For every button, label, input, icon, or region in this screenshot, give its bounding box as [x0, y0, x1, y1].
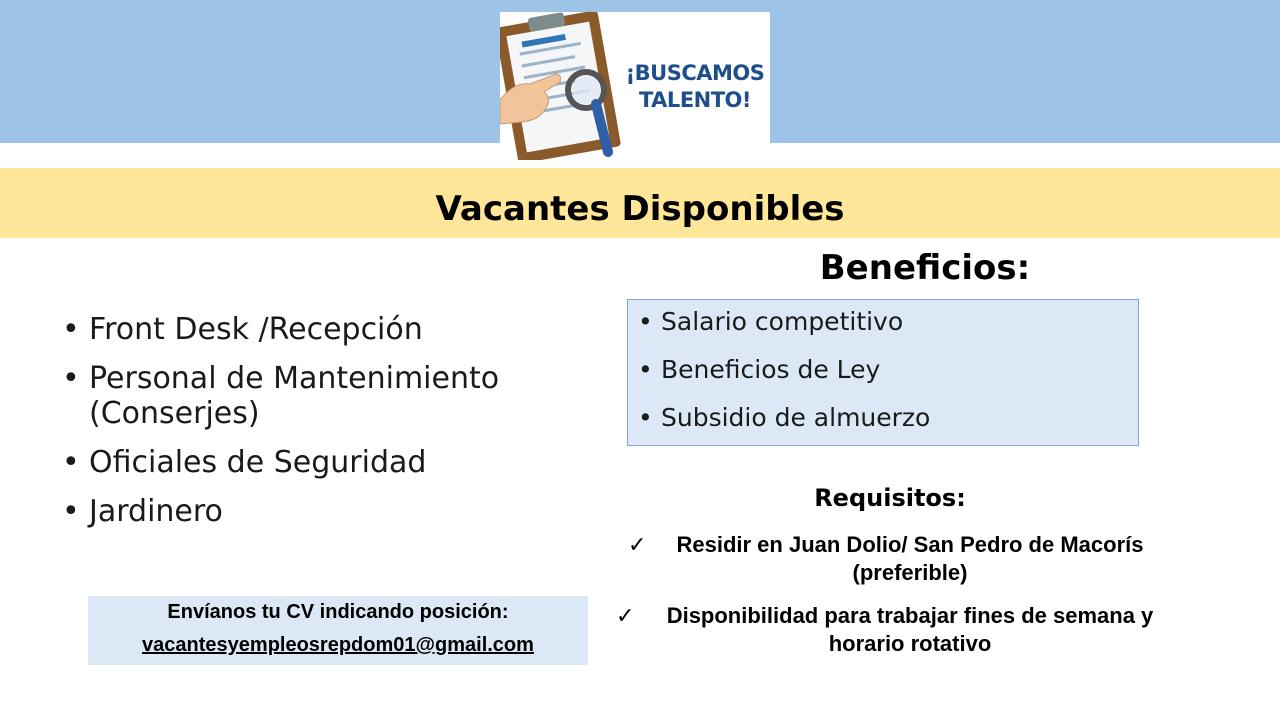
vacancy-item: • Jardinero — [62, 494, 582, 529]
benefits-heading: Beneficios: — [819, 248, 1031, 288]
logo-line-1: ¡BUSCAMOS — [625, 61, 765, 85]
benefit-item: • Subsidio de almuerzo — [638, 402, 1138, 434]
requirement-line: horario rotativo — [828, 631, 992, 656]
page-title: Vacantes Disponibles — [435, 189, 845, 229]
logo-line-2: TALENTO! — [638, 88, 751, 112]
hiring-logo-text — [620, 60, 770, 114]
requirement-line: (preferible) — [852, 560, 968, 585]
benefit-item: • Beneficios de Ley — [638, 354, 1138, 386]
vacancy-item: • Personal de Mantenimiento (Conserjes) — [62, 361, 582, 431]
vacancies-list — [62, 312, 582, 543]
checkmark-icon: ✓ — [628, 532, 647, 557]
vacancy-item: • Front Desk /Recepción — [62, 312, 582, 347]
benefit-item: • Salario competitivo — [638, 306, 1138, 338]
vacancy-item: • Oficiales de Seguridad — [62, 445, 582, 480]
benefits-box — [627, 299, 1139, 446]
requirement-item — [628, 531, 1180, 587]
requirement-line: Disponibilidad para trabajar fines de semana y — [666, 603, 1154, 628]
benefits-list — [628, 300, 1138, 434]
checkmark-icon: ✓ — [616, 603, 635, 628]
contact-email-link[interactable]: vacantesyempleosrepdom01@gmail.com — [142, 634, 534, 656]
requirements-heading: Requisitos: — [814, 484, 966, 512]
contact-instruction: Envíanos tu CV indicando posición: — [167, 601, 509, 623]
contact-box — [88, 596, 588, 665]
requirement-item — [616, 602, 1190, 658]
requirement-line: Residir en Juan Dolio/ San Pedro de Macorís — [676, 532, 1144, 557]
clipboard-magnifier-icon — [500, 12, 630, 160]
